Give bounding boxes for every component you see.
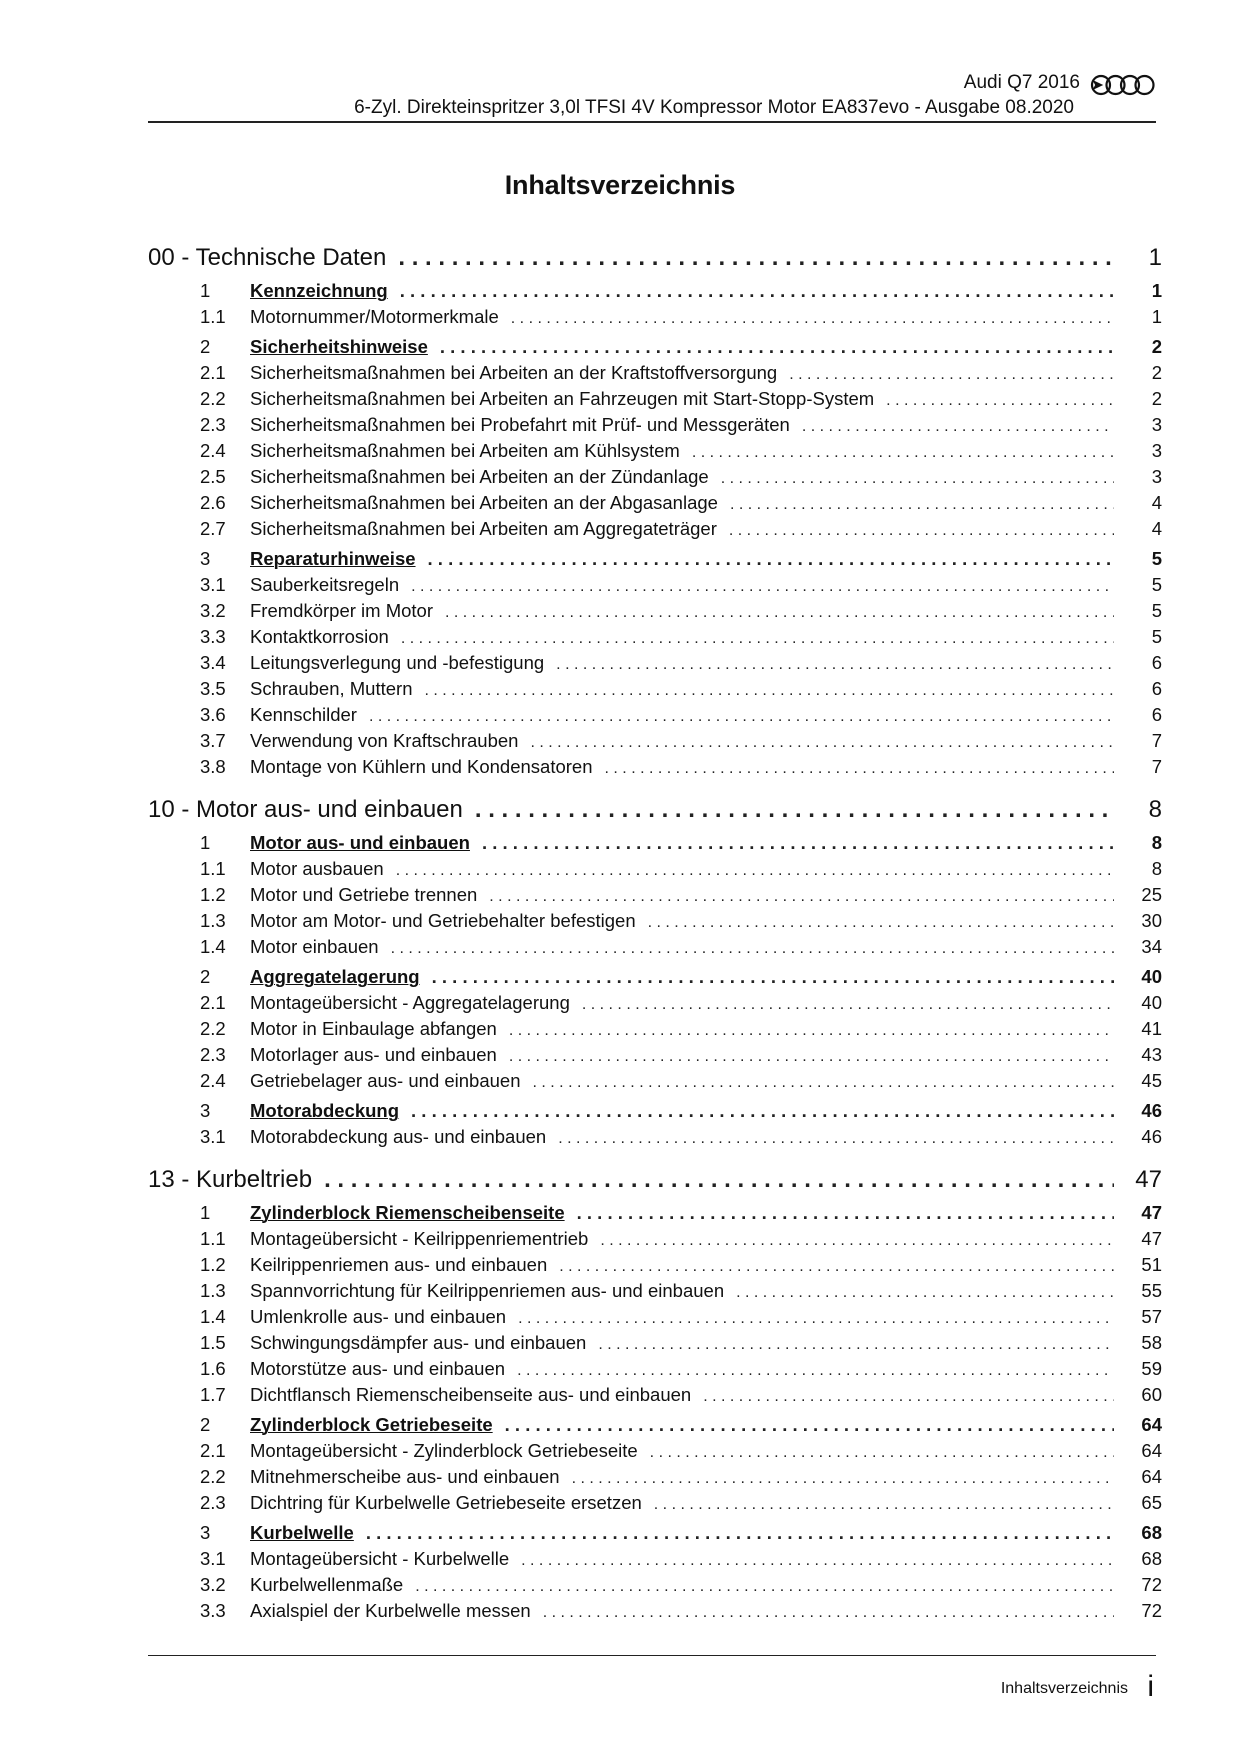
toc-entry-number: 2.1 [200, 1440, 226, 1461]
dot-leader [558, 1130, 1114, 1148]
toc-entry-title: Schrauben, Muttern [250, 678, 413, 699]
toc-entry-number: 1.1 [200, 858, 226, 879]
toc-entry-number: 3.5 [200, 678, 226, 699]
toc-sub-row[interactable] [148, 1358, 1162, 1384]
toc-entry-page: 8 [1148, 796, 1162, 823]
toc-entry-title: Kurbelwellenmaße [250, 1574, 404, 1595]
toc-entry-page: 5 [1151, 626, 1162, 647]
toc-entry-number: 1.1 [200, 306, 226, 327]
toc-entry-number: 1.2 [200, 884, 226, 905]
toc-entry-title: Motorabdeckung [250, 1100, 400, 1121]
toc-entry-title: Keilrippenriemen aus- und einbauen [250, 1254, 548, 1275]
toc-entry-page: 64 [1141, 1414, 1162, 1435]
dot-leader [721, 470, 1114, 488]
toc-entry-page: 47 [1141, 1228, 1162, 1249]
toc-sub-row[interactable] [148, 678, 1162, 704]
toc-entry-number: 2.1 [200, 362, 226, 383]
toc-entry-title: Sicherheitsmaßnahmen bei Arbeiten an der Abgasanlage [250, 492, 718, 513]
toc-sub-row[interactable] [148, 388, 1162, 414]
toc-entry-page: 68 [1141, 1548, 1162, 1569]
toc-sub-row[interactable] [148, 1600, 1162, 1626]
toc-entry-number: 3.1 [200, 1126, 226, 1147]
toc-entry-number: 2.2 [200, 1018, 226, 1039]
toc-entry-number: 3.1 [200, 574, 226, 595]
arrow-icon: ➤ [1090, 77, 1104, 94]
toc-entry-page: 1 [1151, 280, 1162, 301]
header-rule [148, 121, 1156, 123]
dot-leader [509, 1048, 1114, 1066]
dot-leader [543, 1604, 1114, 1622]
toc-section-row[interactable] [148, 966, 1162, 992]
toc-entry-number: 2 [200, 1414, 211, 1435]
toc-sub-row[interactable] [148, 574, 1162, 600]
dot-leader [396, 862, 1114, 880]
toc-sub-row[interactable] [148, 704, 1162, 730]
dot-leader [730, 496, 1114, 514]
toc-sub-row[interactable] [148, 730, 1162, 756]
toc-entry-title: 10 - Motor aus- und einbauen [148, 796, 463, 823]
toc-entry-page: 57 [1141, 1306, 1162, 1327]
toc-entry-number: 1.4 [200, 1306, 226, 1327]
toc-sub-row[interactable] [148, 1018, 1162, 1044]
toc-section-row[interactable] [148, 1100, 1162, 1126]
toc-entry-page: 5 [1151, 548, 1162, 569]
toc-entry-page: 41 [1141, 1018, 1162, 1039]
toc-entry-page: 3 [1151, 440, 1162, 461]
toc-entry-title: Motor am Motor- und Getriebehalter befestigen [250, 910, 636, 931]
dot-leader [391, 940, 1114, 958]
dot-leader [482, 832, 1114, 854]
toc-entry-page: 25 [1141, 884, 1162, 905]
toc-entry-title: Mitnehmerscheibe aus- und einbauen [250, 1466, 560, 1487]
dot-leader [886, 392, 1114, 410]
dot-leader [654, 1496, 1114, 1514]
toc-entry-number: 2.2 [200, 1466, 226, 1487]
table-of-contents [148, 240, 1162, 1626]
toc-entry-page: 72 [1141, 1574, 1162, 1595]
toc-entry-title: Schwingungsdämpfer aus- und einbauen [250, 1332, 587, 1353]
dot-leader [736, 1284, 1114, 1302]
toc-entry-title: Verwendung von Kraftschrauben [250, 730, 519, 751]
toc-section-row[interactable] [148, 1414, 1162, 1440]
toc-section-row[interactable] [148, 832, 1162, 858]
toc-entry-title: Aggregatelagerung [250, 966, 420, 987]
dot-leader [692, 444, 1114, 462]
toc-entry-number: 1.7 [200, 1384, 226, 1405]
toc-entry-title: Axialspiel der Kurbelwelle messen [250, 1600, 531, 1621]
toc-sub-row[interactable] [148, 652, 1162, 678]
toc-entry-number: 3 [200, 1100, 211, 1121]
dot-leader [521, 1552, 1114, 1570]
toc-entry-number: 1.4 [200, 936, 226, 957]
toc-entry-number: 2 [200, 966, 211, 987]
toc-entry-page: 3 [1151, 414, 1162, 435]
toc-entry-title: Sauberkeitsregeln [250, 574, 400, 595]
toc-entry-page: 5 [1151, 574, 1162, 595]
toc-entry-title: Kurbelwelle [250, 1522, 354, 1543]
dot-leader [489, 888, 1114, 906]
toc-entry-page: 47 [1141, 1202, 1162, 1223]
dot-leader [802, 418, 1114, 436]
dot-leader [400, 280, 1114, 302]
toc-sub-row[interactable] [148, 1280, 1162, 1306]
toc-entry-page: 7 [1151, 756, 1162, 777]
toc-entry-title: Kennzeichnung [250, 280, 388, 301]
toc-entry-number: 2.6 [200, 492, 226, 513]
toc-entry-title: Montage von Kühlern und Kondensatoren [250, 756, 593, 777]
dot-leader [648, 914, 1114, 932]
toc-section-row[interactable] [148, 1202, 1162, 1228]
dot-leader [650, 1444, 1114, 1462]
toc-sub-row[interactable] [148, 466, 1162, 492]
toc-sub-row[interactable] [148, 1228, 1162, 1254]
dot-leader [703, 1388, 1114, 1406]
toc-sub-row[interactable] [148, 1070, 1162, 1096]
toc-entry-number: 3.1 [200, 1548, 226, 1569]
toc-sub-row[interactable] [148, 492, 1162, 518]
dot-leader [398, 244, 1114, 272]
header-subtitle: 6-Zyl. Direkteinspritzer 3,0l TFSI 4V Kompressor Motor EA837evo - Ausgabe 08.2020 [354, 97, 1074, 118]
dot-leader [577, 1202, 1114, 1224]
toc-entry-title: Montageübersicht - Aggregatelagerung [250, 992, 570, 1013]
toc-entry-page: 2 [1151, 388, 1162, 409]
toc-entry-page: 40 [1141, 992, 1162, 1013]
toc-entry-page: 8 [1151, 858, 1162, 879]
toc-sub-row[interactable] [148, 306, 1162, 332]
toc-entry-page: 30 [1141, 910, 1162, 931]
toc-section-row[interactable] [148, 548, 1162, 574]
dot-leader [505, 1414, 1114, 1436]
dot-leader [600, 1232, 1114, 1250]
toc-entry-number: 3.8 [200, 756, 226, 777]
dot-leader [598, 1336, 1114, 1354]
toc-entry-page: 45 [1141, 1070, 1162, 1091]
toc-entry-title: Motor aus- und einbauen [250, 832, 470, 853]
toc-entry-page: 6 [1151, 678, 1162, 699]
toc-entry-page: 64 [1141, 1440, 1162, 1461]
toc-sub-row[interactable] [148, 992, 1162, 1018]
toc-sub-row[interactable] [148, 1044, 1162, 1070]
toc-sub-row[interactable] [148, 362, 1162, 388]
toc-sub-row[interactable] [148, 756, 1162, 782]
toc-entry-title: Montageübersicht - Zylinderblock Getriebeseite [250, 1440, 638, 1461]
footer-rule [148, 1655, 1156, 1656]
dot-leader [509, 1022, 1114, 1040]
toc-entry-number: 2.3 [200, 1044, 226, 1065]
toc-entry-page: 51 [1141, 1254, 1162, 1275]
toc-entry-title: Motornummer/Motormerkmale [250, 306, 499, 327]
toc-entry-page: 4 [1151, 492, 1162, 513]
toc-entry-number: 2 [200, 336, 211, 357]
toc-entry-number: 3.3 [200, 626, 226, 647]
toc-entry-title: Dichtflansch Riemenscheibenseite aus- und einbauen [250, 1384, 692, 1405]
header-model: Audi Q7 2016 [963, 72, 1080, 93]
toc-entry-title: Sicherheitsmaßnahmen bei Arbeiten am Kühlsystem [250, 440, 680, 461]
toc-entry-number: 1.2 [200, 1254, 226, 1275]
toc-entry-number: 2.4 [200, 440, 226, 461]
toc-sub-row[interactable] [148, 1332, 1162, 1358]
toc-entry-title: Motor ausbauen [250, 858, 384, 879]
toc-sub-row[interactable] [148, 858, 1162, 884]
toc-entry-title: Spannvorrichtung für Keilrippenriemen aus- und einbauen [250, 1280, 725, 1301]
toc-entry-page: 64 [1141, 1466, 1162, 1487]
dot-leader [411, 1100, 1114, 1122]
toc-entry-title: Motorlager aus- und einbauen [250, 1044, 497, 1065]
toc-sub-row[interactable] [148, 1384, 1162, 1410]
footer-page-number: i [1147, 1670, 1154, 1703]
toc-entry-page: 5 [1151, 600, 1162, 621]
dot-leader [511, 310, 1114, 328]
toc-entry-page: 7 [1151, 730, 1162, 751]
toc-entry-page: 1 [1151, 306, 1162, 327]
dot-leader [428, 548, 1114, 570]
toc-entry-page: 8 [1151, 832, 1162, 853]
toc-entry-title: Motorabdeckung aus- und einbauen [250, 1126, 547, 1147]
dot-leader [432, 966, 1114, 988]
toc-sub-row[interactable] [148, 1126, 1162, 1152]
toc-entry-page: 34 [1141, 936, 1162, 957]
toc-entry-page: 72 [1141, 1600, 1162, 1621]
toc-section-row[interactable] [148, 280, 1162, 306]
dot-leader [369, 708, 1114, 726]
toc-entry-number: 3.7 [200, 730, 226, 751]
page-title: Inhaltsverzeichnis [504, 170, 736, 200]
toc-entry-title: Motor einbauen [250, 936, 379, 957]
toc-entry-page: 46 [1141, 1126, 1162, 1147]
toc-sub-row[interactable] [148, 414, 1162, 440]
dot-leader [518, 1310, 1114, 1328]
toc-entry-title: Zylinderblock Getriebeseite [250, 1414, 493, 1435]
toc-sub-row[interactable] [148, 440, 1162, 466]
toc-entry-title: Kennschilder [250, 704, 357, 725]
toc-sub-row[interactable] [148, 1574, 1162, 1600]
toc-entry-title: Dichtring für Kurbelwelle Getriebeseite ersetzen [250, 1492, 642, 1513]
dot-leader [445, 604, 1114, 622]
toc-entry-title: Sicherheitshinweise [250, 336, 428, 357]
toc-entry-page: 6 [1151, 652, 1162, 673]
toc-entry-page: 46 [1141, 1100, 1162, 1121]
dot-leader [324, 1166, 1114, 1194]
toc-entry-title: 00 - Technische Daten [148, 244, 387, 271]
toc-entry-title: Kontaktkorrosion [250, 626, 389, 647]
toc-entry-page: 65 [1141, 1492, 1162, 1513]
toc-entry-title: Motor in Einbaulage abfangen [250, 1018, 497, 1039]
toc-chapter-row[interactable] [148, 1166, 1162, 1198]
dot-leader [582, 996, 1114, 1014]
toc-entry-title: Reparaturhinweise [250, 548, 416, 569]
dot-leader [559, 1258, 1114, 1276]
toc-entry-number: 3.4 [200, 652, 226, 673]
toc-entry-number: 2.1 [200, 992, 226, 1013]
toc-entry-number: 1.5 [200, 1332, 226, 1353]
toc-entry-number: 1 [200, 832, 211, 853]
footer-label: Inhaltsverzeichnis [1000, 1680, 1128, 1697]
toc-entry-title: Leitungsverlegung und -befestigung [250, 652, 545, 673]
toc-entry-page: 58 [1141, 1332, 1162, 1353]
toc-sub-row[interactable] [148, 626, 1162, 652]
toc-entry-title: Motorstütze aus- und einbauen [250, 1358, 506, 1379]
toc-entry-number: 1.1 [200, 1228, 226, 1249]
dot-leader [401, 630, 1114, 648]
toc-entry-page: 43 [1141, 1044, 1162, 1065]
toc-entry-page: 3 [1151, 466, 1162, 487]
toc-sub-row[interactable] [148, 1254, 1162, 1280]
toc-sub-row[interactable] [148, 936, 1162, 962]
toc-sub-row[interactable] [148, 600, 1162, 626]
toc-entry-title: Umlenkrolle aus- und einbauen [250, 1306, 507, 1327]
toc-entry-page: 55 [1141, 1280, 1162, 1301]
chapter-gap [148, 1152, 1162, 1162]
dot-leader [475, 796, 1114, 824]
toc-entry-number: 2.7 [200, 518, 226, 539]
toc-sub-row[interactable] [148, 884, 1162, 910]
toc-entry-title: Montageübersicht - Kurbelwelle [250, 1548, 510, 1569]
toc-entry-number: 3.2 [200, 600, 226, 621]
toc-entry-number: 2.2 [200, 388, 226, 409]
toc-entry-title: Sicherheitsmaßnahmen bei Arbeiten an Fahrzeugen mit Start-Stopp-System [250, 388, 875, 409]
toc-entry-page: 59 [1141, 1358, 1162, 1379]
toc-chapter-row[interactable] [148, 244, 1162, 276]
toc-entry-page: 1 [1148, 244, 1162, 271]
toc-entry-number: 3 [200, 1522, 211, 1543]
toc-entry-number: 2.5 [200, 466, 226, 487]
toc-sub-row[interactable] [148, 910, 1162, 936]
toc-entry-number: 3.6 [200, 704, 226, 725]
dot-leader [440, 336, 1114, 358]
dot-leader [729, 522, 1114, 540]
toc-entry-title: Sicherheitsmaßnahmen bei Arbeiten an der Zündanlage [250, 466, 709, 487]
dot-leader [572, 1470, 1114, 1488]
toc-chapter-row[interactable] [148, 796, 1162, 828]
dot-leader [530, 734, 1114, 752]
dot-leader [533, 1074, 1115, 1092]
toc-entry-number: 1 [200, 1202, 211, 1223]
toc-entry-page: 2 [1151, 362, 1162, 383]
dot-leader [556, 656, 1114, 674]
toc-sub-row[interactable] [148, 1440, 1162, 1466]
toc-entry-number: 2.3 [200, 414, 226, 435]
toc-entry-title: Montageübersicht - Keilrippenriementrieb [250, 1228, 589, 1249]
dot-leader [415, 1578, 1114, 1596]
toc-entry-title: Sicherheitsmaßnahmen bei Arbeiten an der Kraftstoffversorgung [250, 362, 778, 383]
toc-entry-page: 47 [1135, 1166, 1162, 1193]
toc-sub-row[interactable] [148, 1492, 1162, 1518]
toc-entry-number: 2.3 [200, 1492, 226, 1513]
dot-leader [605, 760, 1114, 778]
toc-entry-number: 3.2 [200, 1574, 226, 1595]
toc-entry-page: 6 [1151, 704, 1162, 725]
toc-entry-title: Sicherheitsmaßnahmen bei Arbeiten am Aggregateträger [250, 518, 717, 539]
toc-entry-number: 1 [200, 280, 211, 301]
toc-entry-page: 4 [1151, 518, 1162, 539]
toc-entry-title: Zylinderblock Riemenscheibenseite [250, 1202, 565, 1223]
toc-sub-row[interactable] [148, 1306, 1162, 1332]
toc-sub-row[interactable] [148, 518, 1162, 544]
chapter-gap [148, 782, 1162, 792]
toc-entry-page: 2 [1151, 336, 1162, 357]
toc-section-row[interactable] [148, 336, 1162, 362]
toc-entry-number: 1.3 [200, 910, 226, 931]
toc-entry-number: 1.3 [200, 1280, 226, 1301]
dot-leader [411, 578, 1114, 596]
toc-entry-page: 60 [1141, 1384, 1162, 1405]
toc-entry-title: Fremdkörper im Motor [250, 600, 433, 621]
toc-entry-title: 13 - Kurbeltrieb [148, 1166, 313, 1193]
dot-leader [517, 1362, 1114, 1380]
toc-sub-row[interactable] [148, 1548, 1162, 1574]
dot-leader [789, 366, 1114, 384]
toc-section-row[interactable] [148, 1522, 1162, 1548]
dot-leader [424, 682, 1114, 700]
dot-leader [366, 1522, 1114, 1544]
toc-entry-number: 3 [200, 548, 211, 569]
toc-entry-title: Sicherheitsmaßnahmen bei Probefahrt mit Prüf- und Messgeräten [250, 414, 790, 435]
toc-entry-page: 68 [1141, 1522, 1162, 1543]
toc-entry-number: 1.6 [200, 1358, 226, 1379]
audi-rings-icon [1090, 73, 1156, 97]
toc-entry-title: Motor und Getriebe trennen [250, 884, 478, 905]
toc-sub-row[interactable] [148, 1466, 1162, 1492]
toc-entry-number: 3.3 [200, 1600, 226, 1621]
toc-entry-page: 40 [1141, 966, 1162, 987]
toc-entry-number: 2.4 [200, 1070, 226, 1091]
toc-entry-title: Getriebelager aus- und einbauen [250, 1070, 521, 1091]
